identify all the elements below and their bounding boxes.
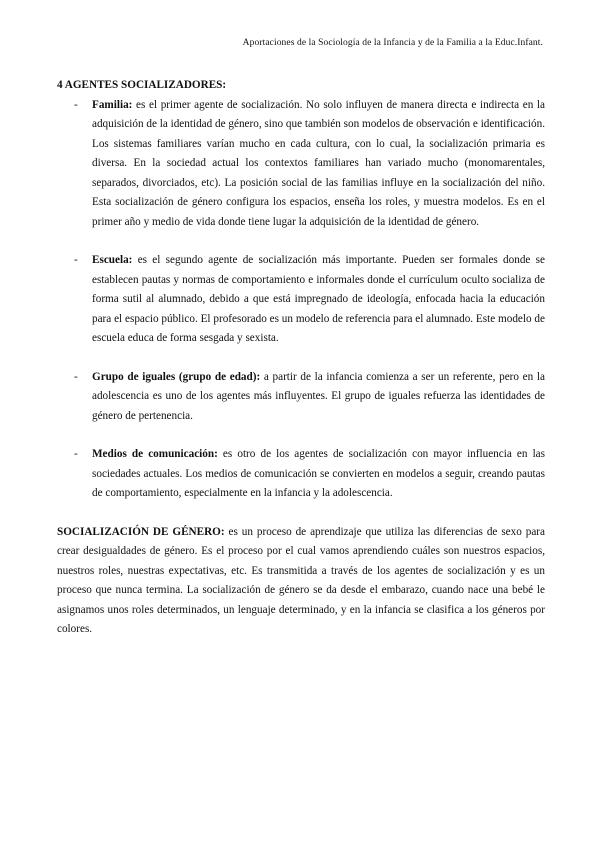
bullet-dash: - (74, 98, 78, 111)
running-header: Aportaciones de la Sociología de la Infancia y de la Familia a la Educ.Infant. (242, 38, 543, 48)
agent-term: Grupo de iguales (grupo de edad): (92, 370, 261, 383)
document-body (57, 76, 545, 640)
agent-description: es el primer agente de socialización. No solo influyen de manera directa e indirecta en la adquisición de la identidad de género, sino que también son modelos de observación e identificación. Los sistemas familiares varían mucho en cada cultura, con lo cual, la socialización primaria es diversa. En la sociedad actual los contextos familiares han variado mucho (monomarentales, separados, divorciados, etc). La posición social de las familias influye en la socialización del niño. Esta socialización de género configura los espacios, enseña los roles, y muestra modelos. Es en el primer año y medio de vida donde tiene lugar la adquisición de la identidad de género. (92, 98, 545, 228)
bullet-dash: - (74, 448, 78, 460)
list-item-familia (57, 96, 545, 233)
agent-term: Medios de comunicación: (92, 448, 218, 460)
bullet-dash: - (74, 370, 78, 383)
bullet-dash: - (74, 254, 78, 266)
agent-description: es el segundo agente de socialización más importante. Pueden ser formales donde se establecen pautas y normas de comportamiento e informales donde el currículum oculto socializa de forma sutil al alumnado, debido a que está impregnado de ideología, enfocada hacia la educación para el espacio público. El profesorado es un modelo de referencia para el alumnado. Este modelo de escuela educa de forma sesgada y sexista. (92, 254, 545, 344)
section-heading: 4 AGENTES SOCIALIZADORES: (57, 79, 227, 91)
list-item-grupo-de-iguales (57, 368, 545, 427)
gender-socialization-paragraph (57, 523, 545, 640)
closing-description: es un proceso de aprendizaje que utiliza las diferencias de sexo para crear desigualdades de género. Es el proceso por el cual vamos aprendiendo cuáles son nuestros espacios, nuestros roles, nuestras expectativas, etc. Es transmitida a través de los agentes de socialización y es un proceso que nunca termina. La socialización de género se da desde el embarazo, cuando nace una bebé le asignamos unos roles determinados, un lenguaje determinado, y en la infancia se clasifica a los géneros por colores. (57, 525, 545, 635)
list-item-medios-de-comunicacion (57, 445, 545, 504)
agents-list (57, 96, 545, 504)
agent-description: a partir de la infancia comienza a ser un referente, pero en la adolescencia es uno de los agentes más influyentes. El grupo de iguales refuerza las identidades de género de pertenencia. (92, 370, 545, 422)
list-item-escuela (57, 251, 545, 349)
agent-description: es otro de los agentes de socialización con mayor influencia en las sociedades actuales. Los medios de comunicación se convierten en modelos a seguir, creando pautas de comportamiento, especialmente en la infancia y la adolescencia. (92, 448, 545, 499)
closing-term: SOCIALIZACIÓN DE GÉNERO: (57, 525, 225, 538)
agent-term: Familia: (92, 98, 133, 111)
agent-term: Escuela: (92, 254, 133, 266)
